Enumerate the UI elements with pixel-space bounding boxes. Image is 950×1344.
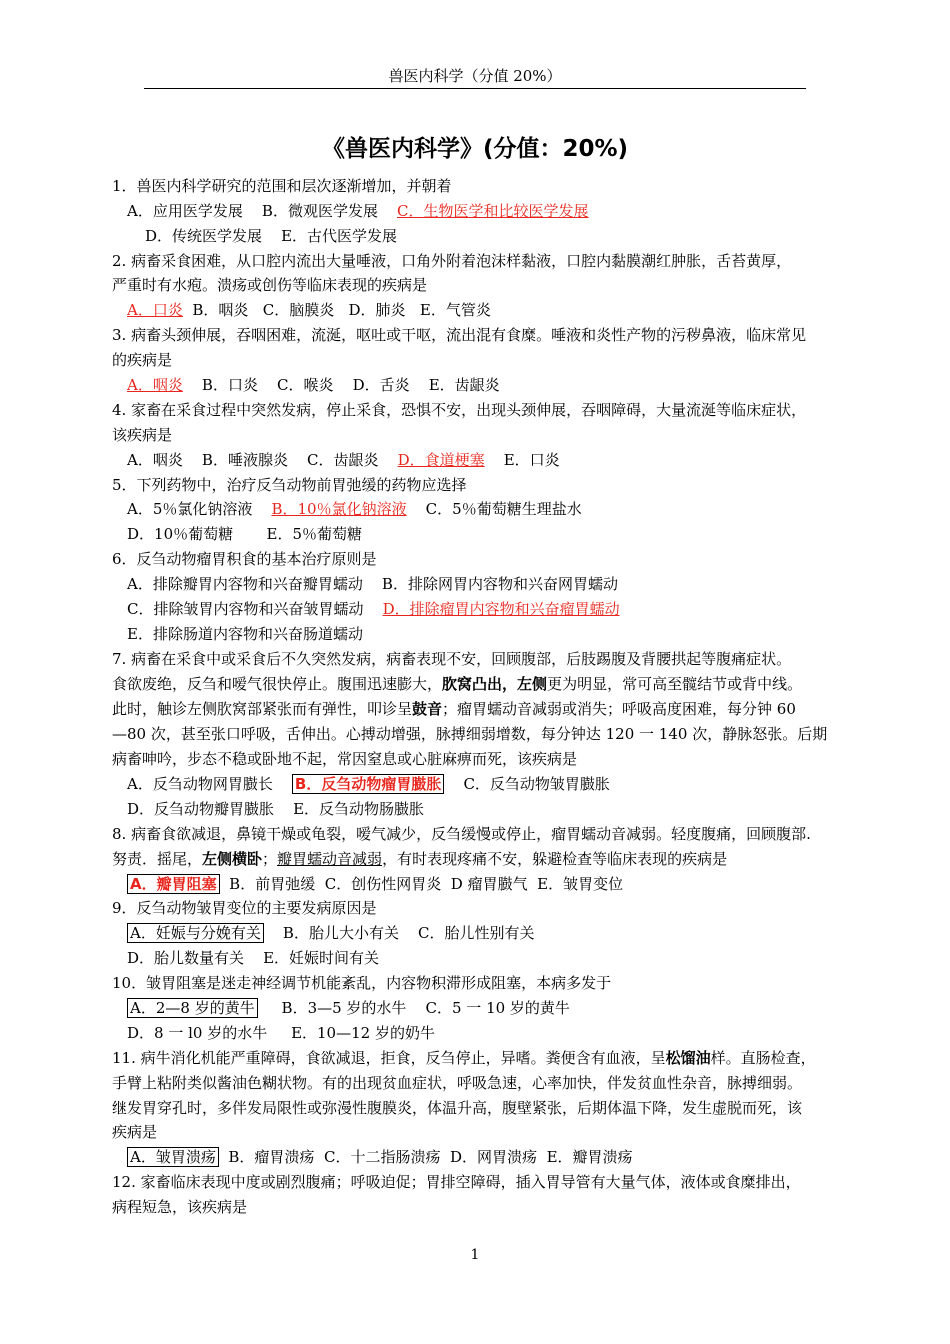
q11-options — [127, 1145, 855, 1169]
q5-stem: 5．下列药物中，治疗反刍动物前胃弛缓的药物应选择 — [112, 476, 467, 494]
q2-option-e: E．气管炎 — [419, 301, 491, 319]
q9-stem: 9．反刍动物皱胃变位的主要发病原因是 — [112, 899, 377, 917]
q3-options — [127, 373, 855, 397]
q10-options-row2 — [127, 1021, 855, 1045]
q4-option-b: B．唾液腺炎 — [201, 451, 288, 469]
q7-options-row1 — [127, 772, 855, 796]
q3-option-d: D．舌炎 — [352, 376, 410, 394]
q5-option-e: E．5％葡萄糖 — [266, 525, 363, 543]
q10-option-a-answer: A．2—8 岁的黄牛 — [127, 998, 258, 1018]
page-number: 1 — [470, 1247, 480, 1263]
q7-bold-term: 肷窝凸出 — [442, 675, 503, 693]
q8-text: 努责．摇尾， — [112, 850, 203, 868]
q9-options-row1 — [127, 921, 855, 945]
q12-stem-line2: 病程短急，该疾病是 — [112, 1198, 248, 1216]
q8-option-d: D 瘤胃臌气 — [450, 875, 528, 893]
q7-text: ；瘤胃蠕动音减弱或消失；呼吸高度困难，每分钟 60 — [442, 700, 796, 718]
q10-stem: 10．皱胃阻塞是迷走神经调节机能紊乱，内容物积滞形成阻塞，本病多发于 — [112, 974, 612, 992]
q8-underlined-term: 瓣胃蠕动音减弱 — [277, 850, 383, 868]
q5-option-d: D．10％葡萄糖 — [127, 525, 234, 543]
q2-options — [127, 298, 855, 322]
q9-option-d: D．胎儿数量有关 — [127, 949, 245, 967]
q7-option-e: E．反刍动物肠臌胀 — [293, 800, 425, 818]
q6-stem: 6．反刍动物瘤胃积食的基本治疗原则是 — [112, 550, 377, 568]
q11-text: 样。直肠检查， — [710, 1049, 816, 1067]
q6-options-row1 — [127, 572, 855, 596]
q5-option-a: A．5％氯化钠溶液 — [127, 500, 253, 518]
q4-stem-line1: 4. 家畜在采食过程中突然发病，停止采食，恐惧不安，出现头颈伸展，吞咽障碍，大量流涎等临床症状， — [112, 401, 807, 419]
q4-option-a: A．咽炎 — [127, 451, 183, 469]
q1-option-b: B．微观医学发展 — [261, 202, 378, 220]
q3-option-e: E．齿龈炎 — [428, 376, 500, 394]
q5-option-b-answer: B．10％氯化钠溶液 — [271, 500, 407, 518]
q8-bold-term: 左侧横卧 — [202, 850, 263, 868]
q2-option-c: C．脑膜炎 — [262, 301, 335, 319]
q6-options-row2 — [127, 597, 855, 621]
q11-option-e: E．瓣胃溃疡 — [546, 1148, 633, 1166]
q11-stem-line3: 继发胃穿孔时，多伴发局限性或弥漫性腹膜炎，体温升高，腹壁紧张，后期体温下降，发生虚脱而死，该 — [112, 1099, 803, 1117]
q6-option-c: C．排除皱胃内容物和兴奋皱胃蠕动 — [127, 600, 364, 618]
q5-option-c: C．5％葡萄糖生理盐水 — [425, 500, 582, 518]
q7-stem-line5: 病畜呻吟，步态不稳或卧地不起，常因窒息或心脏麻痹而死，该疾病是 — [112, 750, 578, 768]
q8-option-a-answer: A．瓣胃阻塞 — [127, 874, 220, 894]
q9-option-c: C．胎儿性别有关 — [418, 924, 535, 942]
q11-stem-line1 — [112, 1046, 855, 1070]
q1-stem: 1．兽医内科学研究的范围和层次逐渐增加，并朝着 — [112, 177, 452, 195]
q3-option-a-answer: A．咽炎 — [127, 376, 183, 394]
running-header: 兽医内科学（分值 20%） — [388, 67, 562, 85]
q2-stem-line1: 2. 病畜采食困难，从口腔内流出大量唾液，口角外附着泡沫样黏液，口腔内黏膜潮红肿胀，舌苔黄厚， — [112, 252, 792, 270]
q4-option-c: C．齿龈炎 — [307, 451, 379, 469]
q1-options-row2 — [145, 224, 855, 248]
q8-options — [127, 872, 855, 896]
q11-bold-term: 松馏油 — [665, 1049, 711, 1067]
q7-options-row2 — [127, 797, 855, 821]
q8-option-b: B．前胃弛缓 — [229, 875, 316, 893]
q3-option-b: B．口炎 — [201, 376, 258, 394]
q2-option-b: B．咽炎 — [192, 301, 249, 319]
q9-options-row2 — [127, 946, 855, 970]
q8-text: ； — [262, 850, 278, 868]
q11-option-b: B．瘤胃溃疡 — [228, 1148, 315, 1166]
q1-options-row1 — [127, 199, 855, 223]
q7-stem-line4: —80 次，甚至张口呼吸，舌伸出。心搏动增强，脉搏细弱增数，每分钟达 120 一 140 次，静脉怒张。后期 — [112, 725, 828, 743]
q1-option-a: A．应用医学发展 — [127, 202, 243, 220]
q2-option-a-answer: A．口炎 — [127, 301, 183, 319]
q5-options-row1 — [127, 497, 855, 521]
q12-stem-line1: 12. 家畜临床表现中度或剧烈腹痛；呼吸迫促；胃排空障碍，插入胃导管有大量气体，液体或食糜排出， — [112, 1173, 801, 1191]
q10-option-e: E．10—12 岁的奶牛 — [291, 1024, 435, 1042]
q1-option-d: D．传统医学发展 — [145, 227, 263, 245]
q7-option-b-answer: B．反刍动物瘤胃臌胀 — [292, 774, 444, 794]
q8-stem-line2 — [112, 847, 855, 871]
q7-text: 此时，触诊左侧肷窝部紧张而有弹性，叩诊呈 — [112, 700, 413, 718]
header-rule — [144, 88, 806, 89]
q7-text: 食欲废绝，反刍和嗳气很快停止。腹围迅速膨大， — [112, 675, 443, 693]
q2-option-d: D．肺炎 — [348, 301, 406, 319]
q8-option-e: E．皱胃变位 — [537, 875, 624, 893]
q4-option-d-answer: D．食道梗塞 — [397, 451, 485, 469]
q9-option-e: E．妊娠时间有关 — [263, 949, 380, 967]
q8-option-c: C．创伤性网胃炎 — [324, 875, 442, 893]
q1-option-e: E．古代医学发展 — [281, 227, 398, 245]
q1-option-c-answer: C．生物医学和比较医学发展 — [397, 202, 589, 220]
q10-option-d: D．8 一 l0 岁的水牛 — [127, 1024, 268, 1042]
q9-option-a-answer: A．妊娠与分娩有关 — [127, 923, 264, 943]
q8-stem-line1: 8. 病畜食欲减退，鼻镜干燥或龟裂，嗳气减少，反刍缓慢或停止，瘤胃蠕动音减弱。轻度腹痛，回顾腹部. — [112, 825, 811, 843]
q7-option-d: D．反刍动物瓣胃臌胀 — [127, 800, 275, 818]
q10-option-c: C．5 一 10 岁的黄牛 — [425, 999, 570, 1017]
q11-stem-line4: 疾病是 — [112, 1123, 158, 1141]
q10-options-row1 — [127, 996, 855, 1020]
q11-option-c: C．十二指肠溃疡 — [323, 1148, 441, 1166]
q6-option-e: E．排除肠道内容物和兴奋肠道蠕动 — [127, 625, 363, 643]
q7-option-c: C．反刍动物皱胃臌胀 — [463, 775, 610, 793]
q10-option-b: B．3—5 岁的水牛 — [281, 999, 407, 1017]
q4-options — [127, 448, 855, 472]
document-title: 《兽医内科学》(分值：20%) — [321, 136, 629, 162]
q11-stem-line2: 手臂上粘附类似酱油色糊状物。有的出现贫血症状，呼吸急速，心率加快，伴发贫血性杂音，脉搏细弱。 — [112, 1074, 803, 1092]
q8-text: ，有时表现疼痛不安，躲避检查等临床表现的疾病是 — [382, 850, 728, 868]
q6-option-b: B．排除网胃内容物和兴奋网胃蠕动 — [381, 575, 618, 593]
q7-stem-line3 — [112, 697, 855, 721]
q3-stem-line1: 3. 病畜头颈伸展，吞咽困难，流涎，呕吐或干呕，流出混有食糜。唾液和炎性产物的污秽鼻液，临床常见 — [112, 326, 807, 344]
q7-stem-line1: 7. 病畜在采食中或采食后不久突然发病，病畜表现不安，回顾腹部，后肢踢腹及背腰拱起等腹痛症状。 — [112, 650, 792, 668]
q7-option-a: A．反刍动物网胃臌长 — [127, 775, 273, 793]
q11-option-d: D．网胃溃疡 — [450, 1148, 538, 1166]
q2-stem-line2: 严重时有水疱。溃疡或创伤等临床表现的疾病是 — [112, 276, 428, 294]
q11-text: 11. 病牛消化机能严重障碍，食欲减退，拒食，反刍停止，异嗜。粪便含有血液，呈 — [112, 1049, 666, 1067]
q7-bold-term: 左侧 — [517, 675, 548, 693]
q7-text: ， — [502, 675, 518, 693]
q5-options-row2 — [127, 522, 855, 546]
q7-bold-term: 鼓音 — [412, 700, 443, 718]
q4-option-e: E．口炎 — [503, 451, 560, 469]
q6-option-a: A．排除瓣胃内容物和兴奋瓣胃蠕动 — [127, 575, 363, 593]
q7-text: 更为明显，常可高至髋结节或背中线。 — [547, 675, 803, 693]
q7-stem-line2 — [112, 672, 855, 696]
q9-option-b: B．胎儿大小有关 — [282, 924, 399, 942]
q6-options-row3 — [127, 622, 855, 646]
q11-option-a-answer: A．皱胃溃疡 — [127, 1147, 219, 1167]
q3-stem-line2: 的疾病是 — [112, 351, 173, 369]
q3-option-c: C．喉炎 — [277, 376, 334, 394]
q6-option-d-answer: D．排除瘤胃内容物和兴奋瘤胃蠕动 — [382, 600, 620, 618]
q4-stem-line2: 该疾病是 — [112, 426, 173, 444]
